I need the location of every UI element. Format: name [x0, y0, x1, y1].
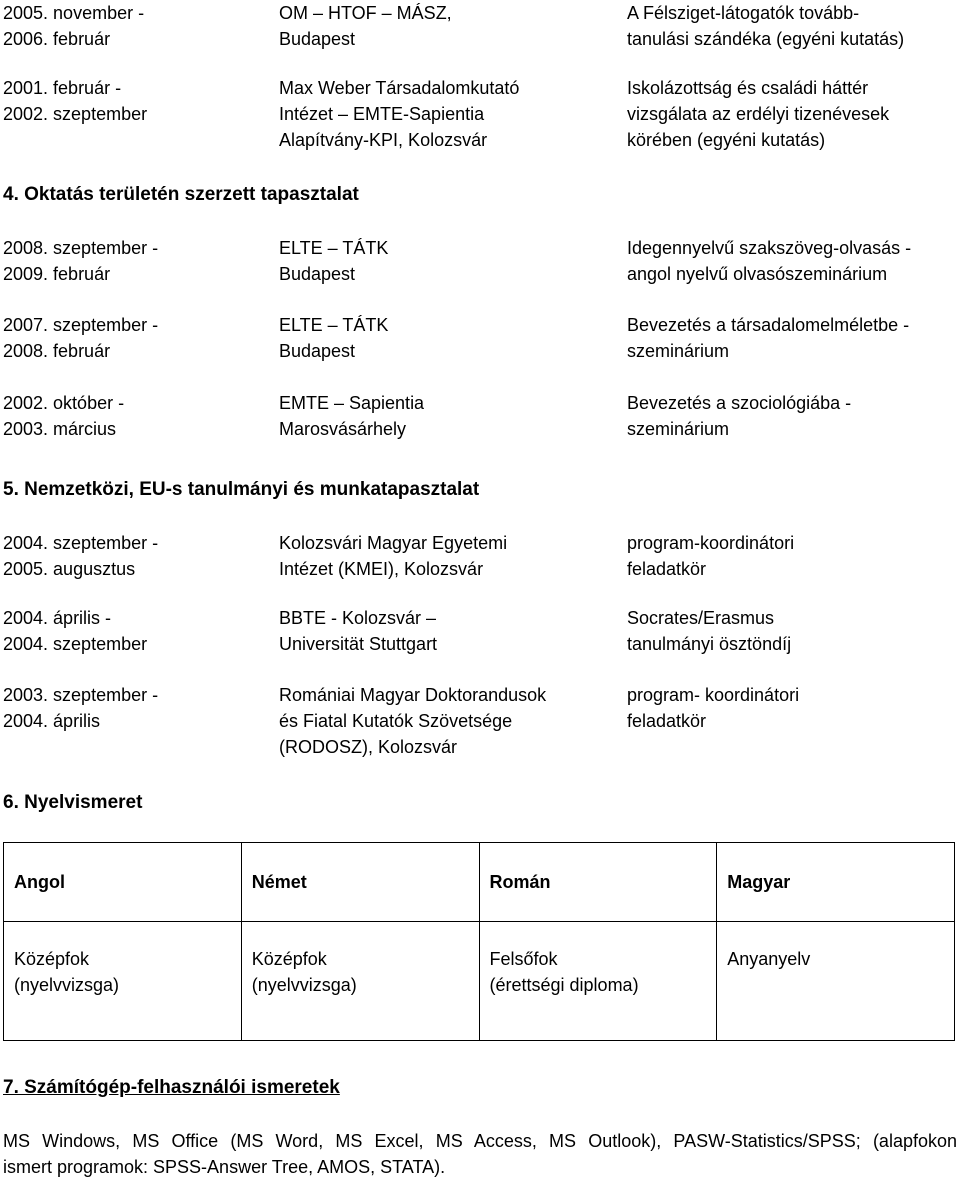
entry-description: Iskolázottság és családi háttér vizsgálata az erdélyi tizenévesek körében (egyéni kutatás) [627, 78, 890, 150]
entry-institution: Kolozsvári Magyar Egyetemi Intézet (KMEI), Kolozsvár [279, 533, 508, 579]
entry-institution: Romániai Magyar Doktorandusok és Fiatal Kutatók Szövetsége (RODOSZ), Kolozsvár [279, 685, 547, 757]
entry-period: 2007. szeptember - 2008. február [3, 315, 159, 361]
entry-description: A Félsziget-látogatók tovább- tanulási szándéka (egyéni kutatás) [627, 3, 905, 49]
entry-institution: BBTE - Kolozsvár – Universität Stuttgart [279, 608, 438, 654]
entry-institution: ELTE – TÁTK Budapest [279, 238, 389, 284]
entry-description: Bevezetés a szociológiába - szeminárium [627, 393, 852, 439]
entry-institution: Max Weber Társadalomkutató Intézet – EMTE-Sapientia Alapítvány-KPI, Kolozsvár [279, 78, 520, 150]
language-table-level-row [4, 922, 955, 1041]
language-header-hungarian: Magyar [717, 843, 955, 922]
language-table [3, 842, 955, 1041]
section-5-title: 5. Nemzetközi, EU-s tanulmányi és munkatapasztalat [3, 479, 480, 500]
entry-description: program-koordinátori feladatkör [627, 533, 795, 579]
language-header-english: Angol [4, 843, 242, 922]
computer-skills-line-2: ismert programok: SPSS-Answer Tree, AMOS, STATA). [3, 1157, 446, 1177]
entry-period: 2004. szeptember - 2005. augusztus [3, 533, 159, 579]
section-7-title: 7. Számítógép-felhasználói ismeretek [3, 1077, 340, 1098]
entry-period: 2005. november - 2006. február [3, 3, 145, 49]
entry-period: 2003. szeptember - 2004. április [3, 685, 159, 731]
entry-description: program- koordinátori feladatkör [627, 685, 800, 731]
language-level-romanian: Felsőfok (érettségi diploma) [479, 922, 717, 1041]
entry-description: Bevezetés a társadalomelméletbe - szeminárium [627, 315, 910, 361]
entry-institution: ELTE – TÁTK Budapest [279, 315, 389, 361]
entry-description: Idegennyelvű szakszöveg-olvasás - angol nyelvű olvasószeminárium [627, 238, 912, 284]
entry-period: 2004. április - 2004. szeptember [3, 608, 148, 654]
language-level-hungarian: Anyanyelv [717, 922, 955, 1041]
entry-period: 2008. szeptember - 2009. február [3, 238, 159, 284]
language-level-english: Középfok (nyelvvizsga) [4, 922, 242, 1041]
language-header-romanian: Román [479, 843, 717, 922]
entry-period: 2002. október - 2003. március [3, 393, 125, 439]
entry-institution: OM – HTOF – MÁSZ, Budapest [279, 3, 452, 49]
language-table-header-row [4, 843, 955, 922]
language-level-german: Középfok (nyelvvizsga) [241, 922, 479, 1041]
computer-skills-line-1: MS Windows, MS Office (MS Word, MS Excel, MS Access, MS Outlook), PASW-Statistics/SPSS; (alapfokon [3, 1131, 957, 1151]
computer-skills-text [3, 1128, 957, 1180]
entry-institution: EMTE – Sapientia Marosvásárhely [279, 393, 425, 439]
entry-description: Socrates/Erasmus tanulmányi ösztöndíj [627, 608, 792, 654]
entry-period: 2001. február - 2002. szeptember [3, 78, 148, 124]
section-6-title: 6. Nyelvismeret [3, 792, 143, 813]
language-header-german: Német [241, 843, 479, 922]
section-4-title: 4. Oktatás területén szerzett tapasztalat [3, 184, 359, 205]
